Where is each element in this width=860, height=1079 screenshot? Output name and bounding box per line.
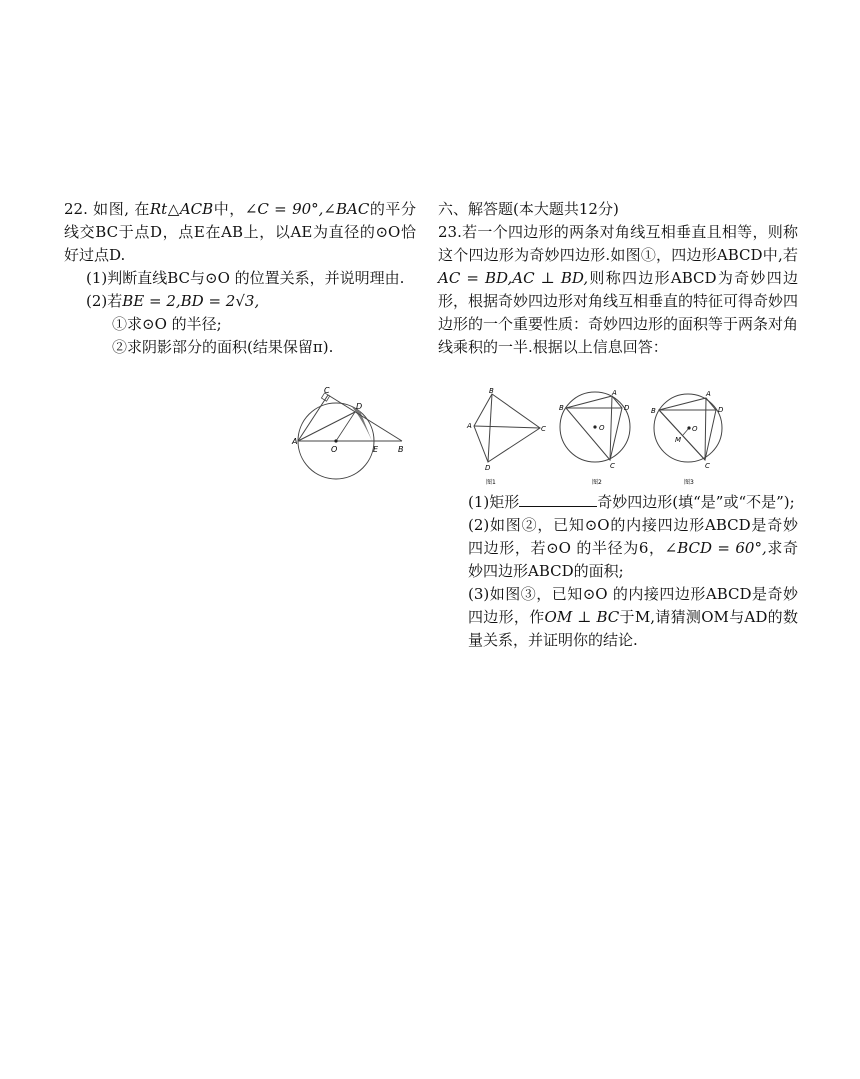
fig2-label-d: D bbox=[624, 404, 630, 412]
fig2-caption: 图2 bbox=[592, 479, 602, 486]
q22-math-angle: ∠C = 90°,∠BAC bbox=[244, 200, 370, 218]
q23-part2-math: ∠BCD = 60°, bbox=[664, 539, 767, 557]
answer-blank[interactable] bbox=[519, 492, 597, 507]
fig3-label-m: M bbox=[675, 436, 682, 444]
fig1-label-a: A bbox=[467, 422, 472, 430]
q22-text-1: 22. 如图, 在 bbox=[64, 200, 150, 218]
figure-3 bbox=[651, 390, 724, 486]
q22-part1: (1)判断直线BC与⊙O 的位置关系，并说明理由. bbox=[86, 269, 405, 287]
label-d: D bbox=[356, 402, 363, 411]
label-b: B bbox=[398, 445, 404, 454]
fig1-label-b: B bbox=[489, 387, 494, 395]
fig1-label-c: C bbox=[541, 425, 546, 433]
q22-text-2: 中， bbox=[213, 200, 245, 218]
q23-part2-a: (2)如图②，已知⊙O的内接四边形ABCD是奇妙四边形，若⊙O 的半径为6， bbox=[468, 516, 798, 557]
q23-text-2: 则称四边形ABCD为奇妙四边形，根据奇妙四边形对角线互相垂直的特征可得奇妙四边形的一个重要性质：奇妙四边形的面积等于两条对角线乘积的一半.根据以上信息回答： bbox=[438, 269, 799, 356]
question-22 bbox=[64, 198, 416, 359]
fig1-caption: 图1 bbox=[486, 479, 496, 486]
q23-parts bbox=[438, 491, 798, 652]
q22-math-rt: Rt△ACB bbox=[149, 200, 214, 218]
q22-text-3: 的平分线交BC于点D，点E在AB上，以AE为直径的⊙O恰好过点D. bbox=[64, 200, 416, 264]
q23-stem bbox=[438, 221, 798, 359]
q22-stem bbox=[64, 198, 416, 267]
question-23 bbox=[438, 198, 798, 359]
q23-part3-a: (3)如图③，已知⊙O 的内接四边形ABCD是奇妙四边形，作 bbox=[468, 585, 798, 626]
fig2-label-o: O bbox=[599, 424, 605, 432]
q22-part2 bbox=[64, 290, 416, 313]
fig3-caption: 图3 bbox=[684, 479, 694, 486]
fig3-label-o: O bbox=[692, 425, 698, 433]
q23-math-1: AC = BD,AC ⊥ BD, bbox=[438, 269, 589, 287]
q22-figure bbox=[290, 385, 410, 481]
label-o: O bbox=[331, 445, 338, 454]
q22-sub2: ②求阴影部分的面积(结果保留π). bbox=[112, 338, 334, 356]
q23-part3-math: OM ⊥ BC bbox=[544, 608, 620, 626]
fig2-label-c: C bbox=[610, 462, 615, 470]
q23-part1-a: (1)矩形 bbox=[468, 493, 520, 511]
fig3-label-b: B bbox=[651, 407, 656, 415]
figure-2 bbox=[559, 389, 630, 486]
q22-sub1: ①求⊙O 的半径; bbox=[112, 315, 222, 333]
fig2-label-a: A bbox=[612, 389, 617, 397]
q23-part3-b: 于M,请猜测OM与AD的数量关系，并证明你的结论. bbox=[468, 608, 798, 649]
q23-part2-b: 求奇妙四边形ABCD的面积; bbox=[468, 539, 798, 580]
q22-part2-math: BE = 2,BD = 2√3, bbox=[122, 292, 260, 310]
q23-part1 bbox=[438, 491, 798, 514]
section-6-title: 六、解答题(本大题共12分) bbox=[438, 200, 619, 218]
label-e: E bbox=[373, 445, 379, 454]
q23-part3 bbox=[438, 583, 798, 652]
fig3-label-d: D bbox=[718, 406, 724, 414]
fig1-label-d: D bbox=[485, 464, 491, 472]
fig2-label-b: B bbox=[559, 404, 564, 412]
q23-text-1: 23.若一个四边形的两条对角线互相垂直且相等，则称这个四边形为奇妙四边形.如图①，四边形ABCD中,若 bbox=[438, 223, 798, 264]
fig3-label-c: C bbox=[705, 462, 710, 470]
q23-part2 bbox=[438, 514, 798, 583]
label-a: A bbox=[292, 437, 298, 446]
q22-part2-prefix: (2)若 bbox=[86, 292, 123, 310]
label-c: C bbox=[324, 386, 330, 395]
q23-part1-b: 奇妙四边形(填“是”或“不是”); bbox=[597, 493, 795, 511]
fig3-label-a: A bbox=[706, 390, 711, 398]
figure-1 bbox=[466, 387, 546, 486]
q23-figures bbox=[462, 386, 732, 490]
